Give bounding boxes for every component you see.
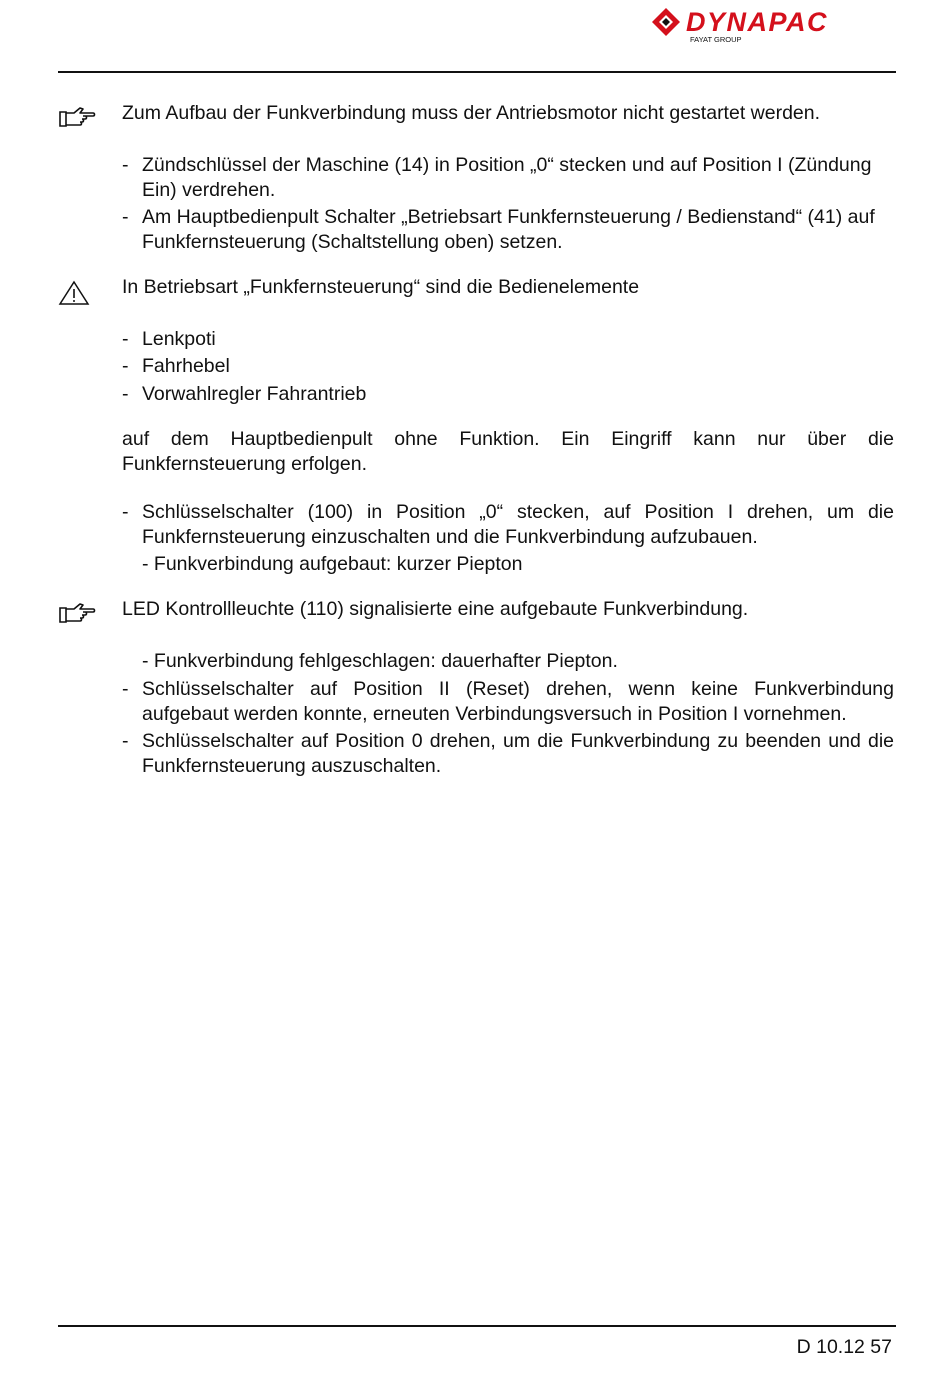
page-number: D 10.12 57 (796, 1336, 892, 1358)
note-led: LED Kontrollleuchte (110) signalisierte eine aufgebaute Funkverbindung. (122, 598, 749, 620)
list-item-label: Vorwahlregler Fahrantrieb (142, 383, 367, 405)
note-motor: Zum Aufbau der Funkverbindung muss der Antriebsmotor nicht gestartet werden. (122, 102, 821, 124)
step-mode-switch-text: Am Hauptbedienpult Schalter „Betriebsart Funkfernsteuerung / Bedienstand“ (41) auf Funkfernsteuerung (Schaltstellung oben) setzen. (142, 206, 875, 253)
dynapac-logo (650, 6, 900, 46)
logo-sub-brand: FAYAT GROUP (690, 35, 742, 44)
dash: - (122, 383, 129, 405)
dash: - (122, 730, 129, 752)
step-key-switch-text: Schlüsselschalter (100) in Position „0“ stecken, auf Position I drehen, um die Funkfernsteuerung einzuschalten und die Funkverbindung aufzubauen. (142, 501, 894, 548)
warning-continuation: auf dem Hauptbedienpult ohne Funktion. Ein Eingriff kann nur über die Funkfernsteuerung erfolgen. (122, 428, 894, 475)
sub-step-ok: - Funkverbindung aufgebaut: kurzer Piepton (142, 553, 523, 575)
dash: - (122, 206, 129, 228)
pointing-hand-icon (58, 600, 96, 630)
pointing-hand-icon (58, 104, 96, 134)
dash: - (122, 355, 129, 377)
dash: - (122, 154, 129, 176)
warning-triangle-icon (58, 280, 90, 312)
step-reset-text: Schlüsselschalter auf Position II (Reset) drehen, wenn keine Funkverbindung aufgebaut werden konnte, erneuten Verbindungsversuch in Position I vornehmen. (142, 678, 894, 725)
step-off-text: Schlüsselschalter auf Position 0 drehen, um die Funkverbindung zu beenden und die Funkfernsteuerung auszuschalten. (142, 730, 894, 777)
header-rule (58, 71, 896, 73)
dash: - (122, 501, 129, 523)
warning-text: In Betriebsart „Funkfernsteuerung“ sind die Bedienelemente (122, 276, 640, 298)
sub-step-fail: - Funkverbindung fehlgeschlagen: dauerhafter Piepton. (142, 650, 618, 672)
logo-brand: DYNAPAC (686, 7, 829, 37)
step-ignition-text: Zündschlüssel der Maschine (14) in Position „0“ stecken und auf Position I (Zündung Ein) verdrehen. (142, 154, 872, 201)
list-item-label: Lenkpoti (142, 328, 216, 350)
dash: - (122, 328, 129, 350)
dash: - (122, 678, 129, 700)
list-item-label: Fahrhebel (142, 355, 230, 377)
footer-rule (58, 1325, 896, 1327)
logo-diamond-icon (652, 8, 680, 36)
